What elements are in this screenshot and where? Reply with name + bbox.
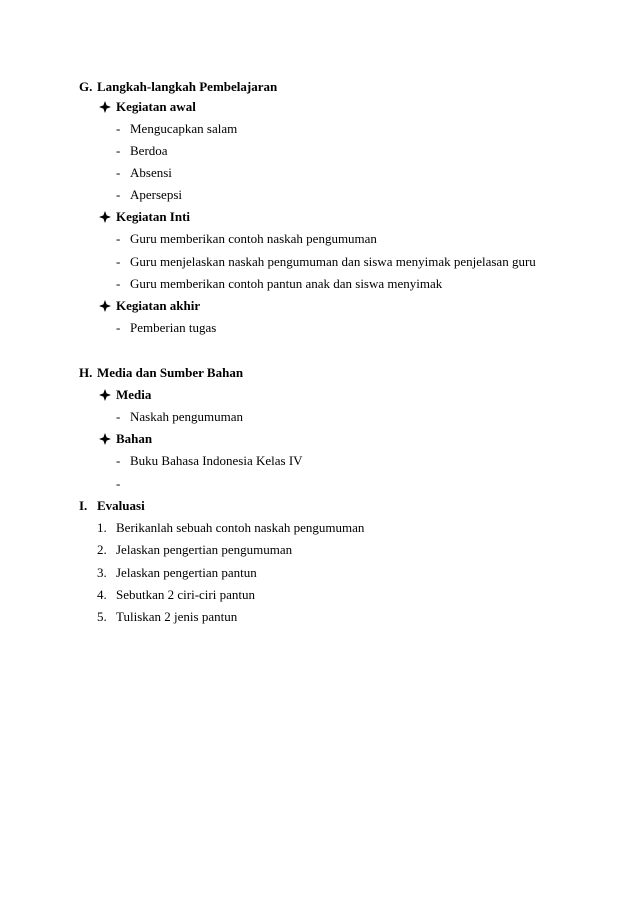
group-title: Kegiatan akhir bbox=[116, 298, 201, 313]
list-item: Guru memberikan contoh pantun anak dan siswa menyimak bbox=[130, 276, 443, 291]
section-title: Evaluasi bbox=[97, 498, 145, 513]
group-title: Media bbox=[116, 387, 152, 402]
numbered-item: Jelaskan pengertian pantun bbox=[116, 565, 257, 580]
dash-bullet: - bbox=[116, 187, 121, 202]
group-title: Kegiatan awal bbox=[116, 99, 196, 114]
list-item: Mengucapkan salam bbox=[130, 121, 238, 136]
section-marker: H. bbox=[79, 365, 93, 380]
list-number: 3. bbox=[97, 565, 107, 580]
dash-bullet: - bbox=[116, 476, 121, 491]
diamond-bullet-icon bbox=[99, 101, 111, 113]
numbered-item: Jelaskan pengertian pengumuman bbox=[116, 542, 293, 557]
section-marker: G. bbox=[79, 79, 93, 94]
numbered-item: Sebutkan 2 ciri-ciri pantun bbox=[116, 587, 255, 602]
list-item: Absensi bbox=[130, 165, 172, 180]
section-title: Media dan Sumber Bahan bbox=[97, 365, 244, 380]
dash-bullet: - bbox=[116, 276, 121, 291]
list-number: 2. bbox=[97, 542, 107, 557]
group-title: Kegiatan Inti bbox=[116, 209, 191, 224]
group-title: Bahan bbox=[116, 431, 153, 446]
dash-bullet: - bbox=[116, 409, 121, 424]
list-item: Apersepsi bbox=[130, 187, 182, 202]
diamond-bullet-icon bbox=[99, 433, 111, 445]
dash-bullet: - bbox=[116, 231, 121, 246]
dash-bullet: - bbox=[116, 143, 121, 158]
list-number: 4. bbox=[97, 587, 107, 602]
dash-bullet: - bbox=[116, 165, 121, 180]
numbered-item: Tuliskan 2 jenis pantun bbox=[116, 609, 238, 624]
numbered-item: Berikanlah sebuah contoh naskah pengumuman bbox=[116, 520, 365, 535]
list-item: Guru memberikan contoh naskah pengumuman bbox=[130, 231, 377, 246]
list-number: 1. bbox=[97, 520, 107, 535]
section-marker: I. bbox=[79, 498, 88, 513]
list-item: Berdoa bbox=[130, 143, 168, 158]
diamond-bullet-icon bbox=[99, 211, 111, 223]
dash-bullet: - bbox=[116, 320, 121, 335]
dash-bullet: - bbox=[116, 121, 121, 136]
list-item: Naskah pengumuman bbox=[130, 409, 244, 424]
dash-bullet: - bbox=[116, 254, 121, 269]
list-item: Buku Bahasa Indonesia Kelas IV bbox=[130, 453, 303, 468]
list-number: 5. bbox=[97, 609, 107, 624]
diamond-bullet-icon bbox=[99, 300, 111, 312]
dash-bullet: - bbox=[116, 453, 121, 468]
list-item: Guru menjelaskan naskah pengumuman dan siswa menyimak penjelasan guru bbox=[130, 254, 536, 269]
diamond-bullet-icon bbox=[99, 389, 111, 401]
section-title: Langkah-langkah Pembelajaran bbox=[97, 79, 278, 94]
list-item: Pemberian tugas bbox=[130, 320, 217, 335]
